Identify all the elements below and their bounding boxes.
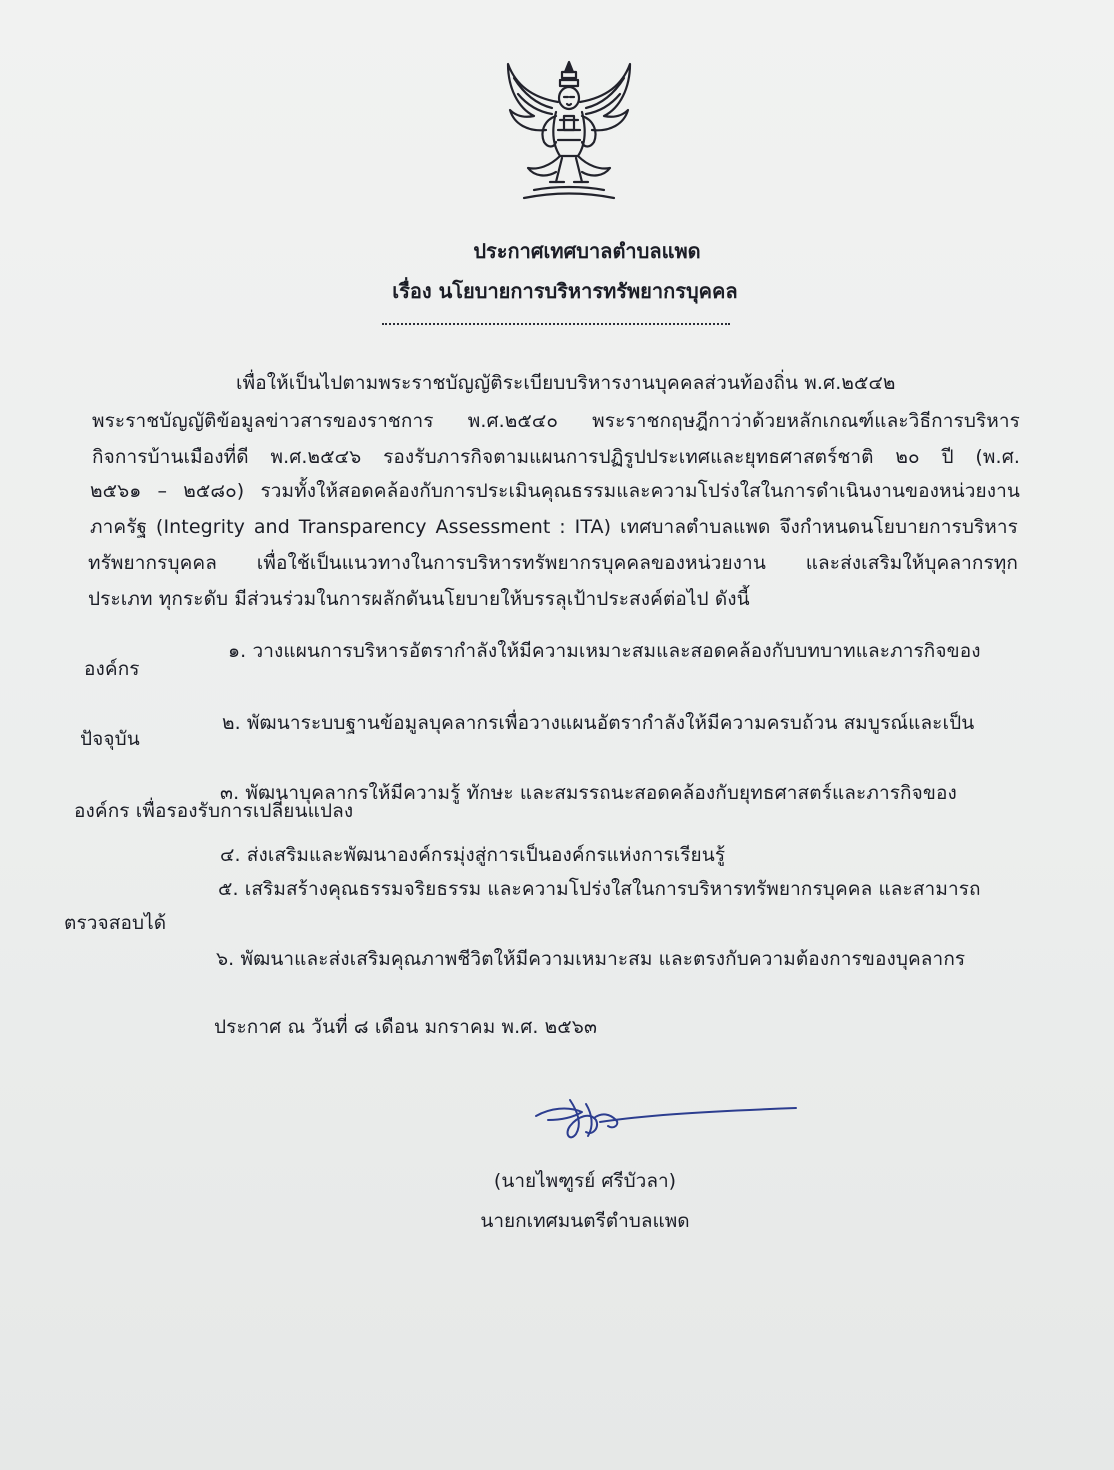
policy-item-2: ๒. พัฒนาระบบฐานข้อมูลบุคลากรเพื่อวางแผนอัตรากำลังให้มีความครบถ้วน สมบูรณ์และเป็น xyxy=(222,712,975,734)
intro-line: ประเภท ทุกระดับ มีส่วนร่วมในการผลักดันนโยบายให้บรรลุเป้าประสงค์ต่อไป ดังนี้ xyxy=(88,588,750,610)
policy-item-6: ๖. พัฒนาและส่งเสริมคุณภาพชีวิตให้มีความเหมาะสม และตรงกับความต้องการของบุคลากร xyxy=(216,948,966,970)
signatory-position: นายกเทศมนตรีตำบลแพด xyxy=(480,1210,690,1232)
handwritten-signature xyxy=(530,1090,800,1150)
policy-item-1: ๑. วางแผนการบริหารอัตรากำลังให้มีความเหมาะสมและสอดคล้องกับบทบาทและภารกิจของ xyxy=(228,640,981,662)
policy-item-3-cont: องค์กร เพื่อรองรับการเปลี่ยนแปลง xyxy=(74,800,354,822)
policy-item-4: ๔. ส่งเสริมและพัฒนาองค์กรมุ่งสู่การเป็นองค์กรแห่งการเรียนรู้ xyxy=(220,844,726,866)
document-subject: เรื่อง นโยบายการบริหารทรัพยากรบุคคล xyxy=(392,279,738,303)
title-divider xyxy=(382,323,730,325)
policy-item-5: ๕. เสริมสร้างคุณธรรมจริยธรรม และความโปร่งใสในการบริหารทรัพยากรบุคคล และสามารถ xyxy=(218,878,981,900)
announcement-date: ประกาศ ณ วันที่ ๘ เดือน มกราคม พ.ศ. ๒๕๖๓ xyxy=(214,1016,598,1038)
garuda-emblem-icon xyxy=(494,58,644,206)
intro-line: พระราชบัญญัติข้อมูลข่าวสารของราชการ พ.ศ.๒๕๔๐ พระราชกฤษฎีกาว่าด้วยหลักเกณฑ์และวิธีการบริหาร xyxy=(92,410,1020,432)
policy-item-5-cont: ตรวจสอบได้ xyxy=(64,912,167,934)
policy-item-2-cont: ปัจจุบัน xyxy=(80,728,140,750)
document-title: ประกาศเทศบาลตำบลแพด xyxy=(473,239,701,263)
intro-line: ทรัพยากรบุคคล เพื่อใช้เป็นแนวทางในการบริหารทรัพยากรบุคคลของหน่วยงาน และส่งเสริมให้บุคลากรทุก xyxy=(88,552,1018,574)
intro-line: ๒๕๖๑ – ๒๕๘๐) รวมทั้งให้สอดคล้องกับการประเมินคุณธรรมและความโปร่งใสในการดำเนินงานของหน่วยงาน xyxy=(90,480,1020,502)
policy-item-3: ๓. พัฒนาบุคลากรให้มีความรู้ ทักษะ และสมรรถนะสอดคล้องกับยุทธศาสตร์และภารกิจของ xyxy=(220,782,957,804)
intro-line: เพื่อให้เป็นไปตามพระราชบัญญัติระเบียบบริหารงานบุคคลส่วนท้องถิ่น พ.ศ.๒๕๔๒ xyxy=(236,372,896,394)
signatory-name: (นายไพฑูรย์ ศรีบัวลา) xyxy=(493,1170,677,1192)
policy-item-1-cont: องค์กร xyxy=(84,658,140,680)
intro-line: ภาครัฐ (Integrity and Transparency Assessment : ITA) เทศบาลตำบลแพด จึงกำหนดนโยบายการบริหาร xyxy=(90,516,1018,538)
intro-line: กิจการบ้านเมืองที่ดี พ.ศ.๒๕๔๖ รองรับภารกิจตามแผนการปฏิรูปประเทศและยุทธศาสตร์ชาติ ๒๐ ปี (พ.ศ. xyxy=(92,446,1020,468)
